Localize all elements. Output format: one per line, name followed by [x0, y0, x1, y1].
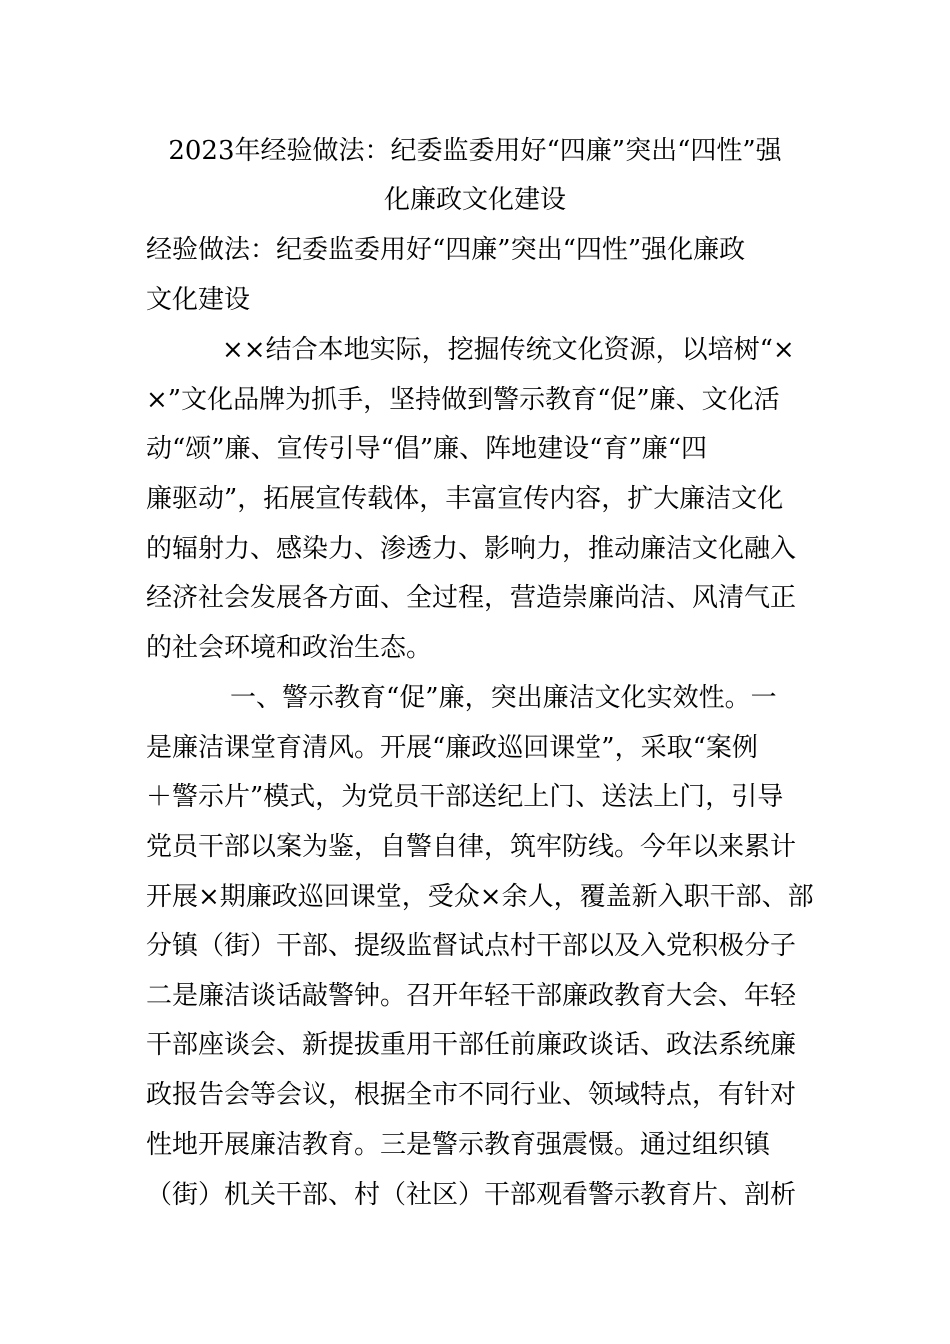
- paragraph2-line-2: 是廉洁课堂育清风。开展“廉政巡回课堂”，采取“案例: [146, 733, 758, 763]
- paragraph2-line-8: 干部座谈会、新提拔重用干部任前廉政谈话、政法系统廉: [146, 1030, 797, 1060]
- paragraph1-line-4: 廉驱动”，拓展宣传载体，丰富宣传内容，扩大廉洁文化: [146, 484, 784, 514]
- paragraph1-line-5: 的辐射力、感染力、渗透力、影响力，推动廉洁文化融入: [146, 534, 797, 564]
- paragraph2-line-7: 二是廉洁谈话敲警钟。召开年轻干部廉政教育大会、年轻: [146, 981, 797, 1011]
- paragraph2-line-4: 党员干部以案为鉴，自警自律，筑牢防线。今年以来累计: [146, 832, 797, 862]
- document-title-line-2: 化廉政文化建设: [383, 185, 566, 215]
- paragraph2-line-5: 开展×期廉政巡回课堂，受众×余人，覆盖新入职干部、部: [146, 882, 814, 912]
- paragraph1-line-7: 的社会环境和政治生态。: [146, 633, 433, 663]
- paragraph2-line-10: 性地开展廉洁教育。三是警示教育强震慑。通过组织镇: [146, 1130, 771, 1160]
- paragraph1-line-2: ×”文化品牌为抓手，坚持做到警示教育“促”廉、文化活: [146, 385, 780, 415]
- paragraph2-line-11: （街）机关干部、村（社区）干部观看警示教育片、剖析: [146, 1180, 797, 1210]
- paragraph2-line-1: 一、警示教育“促”廉，突出廉洁文化实效性。一: [230, 683, 777, 713]
- paragraph2-line-9: 政报告会等会议，根据全市不同行业、领域特点，有针对: [146, 1080, 797, 1110]
- paragraph1-line-6: 经济社会发展各方面、全过程，营造崇廉尚洁、风清气正: [146, 583, 797, 613]
- document-title-line-1: 2023年经验做法：纪委监委用好“四廉”突出“四性”强: [168, 136, 782, 166]
- paragraph1-line-3: 动“颂”廉、宣传引导“倡”廉、阵地建设“育”廉“四: [146, 434, 708, 464]
- paragraph2-line-6: 分镇（街）干部、提级监督试点村干部以及入党积极分子: [146, 931, 797, 961]
- document-subtitle-line-1: 经验做法：纪委监委用好“四廉”突出“四性”强化廉政: [146, 235, 746, 265]
- paragraph1-line-1: ××结合本地实际，挖掘传统文化资源，以培树“×: [222, 335, 795, 365]
- paragraph2-line-3: ＋警示片”模式，为党员干部送纪上门、送法上门，引导: [146, 782, 784, 812]
- document-subtitle-line-2: 文化建设: [146, 285, 251, 315]
